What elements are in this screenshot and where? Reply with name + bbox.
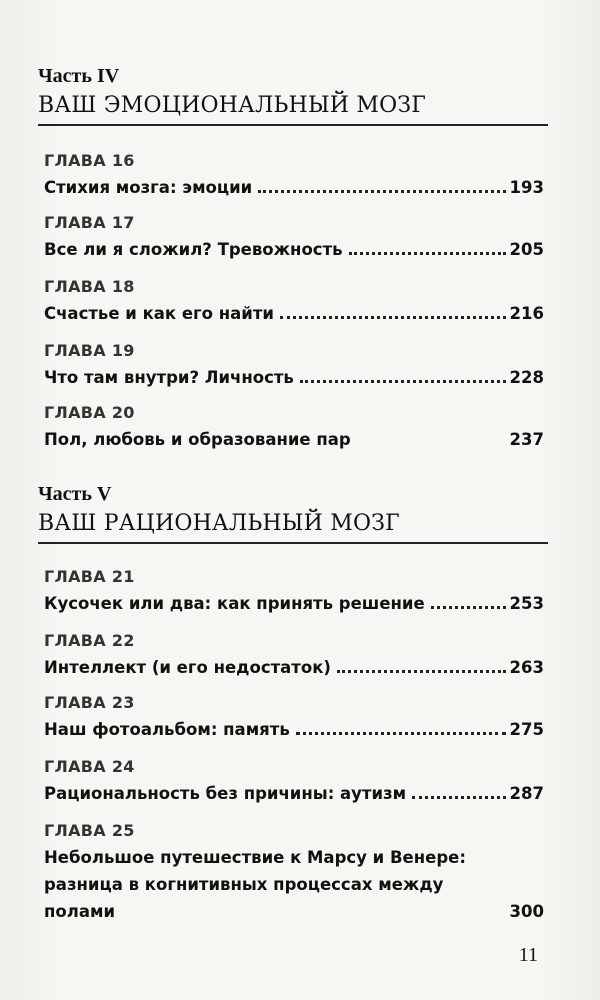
chapter-label: ГЛАВА 17 bbox=[44, 213, 135, 232]
toc-chapter-25[interactable] bbox=[44, 820, 544, 923]
page-ref: 205 bbox=[509, 240, 544, 259]
chapter-label: ГЛАВА 25 bbox=[44, 821, 135, 840]
chapter-title: Кусочек или два: как принять решение bbox=[44, 594, 425, 613]
chapter-label: ГЛАВА 18 bbox=[44, 277, 135, 296]
toc-chapter-16[interactable] bbox=[44, 150, 544, 199]
toc-entry bbox=[44, 429, 544, 451]
dot-leader bbox=[296, 732, 506, 735]
part-label: Часть V bbox=[38, 483, 112, 505]
page-ref: 253 bbox=[509, 594, 544, 613]
chapter-label: ГЛАВА 22 bbox=[44, 631, 135, 650]
page-ref: 216 bbox=[509, 304, 544, 323]
dot-leader bbox=[431, 606, 506, 609]
toc-entry bbox=[44, 303, 544, 325]
page-ref: 193 bbox=[509, 178, 544, 197]
toc-chapter-23[interactable] bbox=[44, 692, 544, 741]
chapter-label: ГЛАВА 21 bbox=[44, 567, 135, 586]
page-ref: 237 bbox=[509, 430, 544, 449]
toc-entry bbox=[44, 177, 544, 199]
chapter-title: Все ли я сложил? Тревожность bbox=[44, 240, 343, 259]
dot-leader bbox=[412, 796, 505, 799]
chapter-title: Рациональность без причины: аутизм bbox=[44, 784, 407, 803]
dot-leader bbox=[300, 380, 506, 383]
chapter-label: ГЛАВА 20 bbox=[44, 403, 135, 422]
dot-leader bbox=[349, 252, 506, 255]
chapter-title: Стихия мозга: эмоции bbox=[44, 178, 253, 197]
chapter-title: Наш фотоальбом: память bbox=[44, 720, 290, 739]
page-ref: 300 bbox=[509, 902, 544, 921]
part-title: ВАШ ЭМОЦИОНАЛЬНЫЙ МОЗГ bbox=[38, 92, 548, 126]
toc-entry bbox=[44, 593, 544, 615]
part-title: ВАШ РАЦИОНАЛЬНЫЙ МОЗГ bbox=[38, 510, 548, 544]
part-iv-header bbox=[38, 64, 548, 126]
dot-leader bbox=[337, 670, 506, 673]
dot-leader bbox=[280, 316, 506, 319]
toc-entry bbox=[44, 719, 544, 741]
chapter-title: Что там внутри? Личность bbox=[44, 368, 294, 387]
toc-entry bbox=[44, 657, 544, 679]
chapter-title: полами bbox=[44, 902, 116, 921]
toc-chapter-24[interactable] bbox=[44, 756, 544, 805]
chapter-title-line: разница в когнитивных процессах между bbox=[44, 875, 444, 894]
chapter-label: ГЛАВА 24 bbox=[44, 757, 135, 776]
toc-entry bbox=[44, 901, 544, 923]
page-number: 11 bbox=[518, 944, 538, 966]
chapter-title: Счастье и как его найти bbox=[44, 304, 274, 323]
part-label: Часть IV bbox=[38, 65, 120, 87]
toc-entry bbox=[44, 239, 544, 261]
page-ref: 287 bbox=[509, 784, 544, 803]
chapter-title: Пол, любовь и образование пар bbox=[44, 430, 351, 449]
dot-leader bbox=[258, 190, 505, 193]
toc-chapter-20[interactable] bbox=[44, 402, 544, 451]
toc-entry bbox=[44, 367, 544, 389]
chapter-label: ГЛАВА 23 bbox=[44, 693, 135, 712]
toc-entry bbox=[44, 783, 544, 805]
chapter-label: ГЛАВА 16 bbox=[44, 151, 135, 170]
chapter-title-line: Небольшое путешествие к Марсу и Венере: bbox=[44, 848, 466, 867]
toc-chapter-21[interactable] bbox=[44, 566, 544, 615]
toc-chapter-17[interactable] bbox=[44, 212, 544, 261]
chapter-title: Интеллект (и его недостаток) bbox=[44, 658, 331, 677]
page-ref: 228 bbox=[509, 368, 544, 387]
toc-chapter-19[interactable] bbox=[44, 340, 544, 389]
chapter-label: ГЛАВА 19 bbox=[44, 341, 135, 360]
toc-chapter-22[interactable] bbox=[44, 630, 544, 679]
toc-chapter-18[interactable] bbox=[44, 276, 544, 325]
page-ref: 275 bbox=[509, 720, 544, 739]
page-ref: 263 bbox=[509, 658, 544, 677]
part-v-header bbox=[38, 482, 548, 544]
